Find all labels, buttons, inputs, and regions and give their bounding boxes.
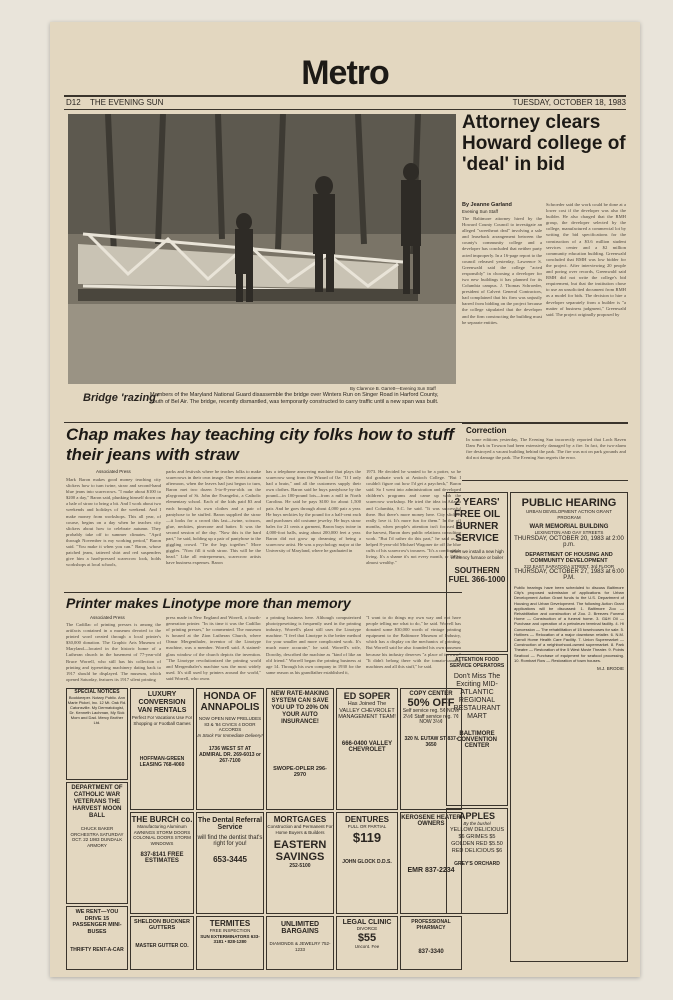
mini-bus-rental-ad: WE RENT—YOU DRIVE 15 PASSENGER MINI-BUSES THRIFTY RENT-A-CAR — [66, 906, 128, 970]
dentures-ad: DENTURES FULL OR PARTIAL $119 JOHN GLOCK D.D.S. — [336, 812, 398, 914]
printer-headline: Printer makes Linotype more than memory — [66, 595, 351, 611]
special-notices-ad: SPECIAL NOTICES Bookkeeper. Notary Public. Ann Marie Pickel, Inc. 12 Mt. Oak Rd. Catonsville. My Dermatologist, Dr. Kenneth Lachman, My Sick Mom and Dad. Mercy Brother Ltd. — [66, 688, 128, 780]
attorney-column-1: The Baltimore attorney hired by the Howard County Council to investigate an alleged "sweetheart deal" involving a sale and leaseback arrangement between the county's community college and a developer has concluded that neither party acted improperly. In a 16-page report to the council released yesterday, Lawrence S. Greenwald said the college "acted responsibly" in choosing a developer for two new buildings it has planned for its Columbia campus. J. Thomas Schroeder, president of Calvert General Contractors, had complained that his firm was unjustly barred from bidding on the project because the college stipulated that the developer and the firm constructing the building must be separate entities. — [462, 216, 542, 325]
kerosene-ad: KEROSENE HEATER OWNERS EMR 837-2234 — [400, 812, 462, 914]
honda-ad: HONDA OF ANNAPOLIS NOW OPEN NEW PRELUDES 83 & '84 CIVICS 4 DOOR ACCORDS In Stock For Immediate Delivery! 1736 WEST ST AT ADMIRAL DR. 269-6013 or 267-7100 — [196, 688, 264, 810]
issue-date: TUESDAY, OCTOBER 18, 1983 — [512, 98, 626, 107]
printer-column-3: a printing business here. Although computerized phototypesetting is frequently used in the printing industry, Worrell's plant still uses the Linotype machine. "I feel that Linotype is the better method for your smaller and more complicated work. It's much more accurate," he said. Worrell's wife, Dorothy, described the machine as "kind of like an old friend." Worrell began the printing business at age 14. Through his own company in 1930 for the same reason as his grandfather established it, — [266, 615, 361, 675]
page-label: D12 — [66, 98, 81, 107]
chap-column-1: Mark Baron makes good money teaching city slickers how to turn twine, straw and second-hand blue jeans into scarecrows. "I make about $100 to $200 a day," Baron said, plunking himself down on a bale of straw to bring a bit. And I work about two weekends and holidays of the weekend. And I make money from workshops. This all year, of course, begins on a day when he teaches city slickers about how to celebrate autumn. They probably take off to summer climates. "April through November is my working period," Baron said. "You make it when you can." Baron, whose patched jeans, tattered shirt and red suspenders give him a hard-pressed scarecrow look, holds workshops at local schools, — [66, 477, 161, 568]
apples-ad: APPLES By the bushel YELLOW DELICIOUS $6 GRIMES $5 GOLDEN RED $5.50 RED DELICIOUS $6 GREY'S ORCHARD — [446, 808, 508, 914]
correction-rule — [462, 422, 628, 424]
chap-headline: Chap makes hay teaching city folks how to stuff their jeans with straw — [66, 425, 454, 464]
photo-caption: Members of the Maryland National Guard disassemble the bridge over Winters Run on Singer Road in Harford County, south of Bel Air. The bridge, recently dismantled, was temporarily constructed to carry traffic until a new span was built. — [150, 392, 439, 405]
masthead-rule — [64, 95, 626, 97]
printer-column-4: "I want to do things my own way and not have people telling me what to do," he said. Worrell has donated some $30,000 worth of vintage printing equipment to the Baltimore Museum of Industry, which has a display on the mechanics of printing. But Worrell said he also founded his own museum because his industry deserves "a place of its own." "It didn't belong there with the tomato-canning machines and all this stuff," he said. — [366, 615, 461, 669]
auto-insurance-ad: NEW RATE-MAKING SYSTEM CAN SAVE YOU UP TO 20% ON YOUR AUTO INSURANCE! SWOPE-OPLER 296-2970 — [266, 688, 334, 810]
chap-column-4: 1973. He decided he wanted to be a potter, so he did graduate work at Antioch College. "But I couldn't figure out how I'd get a paycheck," Baron said. So I went into administration and developed children's programs and came up with the scarecrow workshop. He tried the idea in Atlanta and Columbia, S.C. he said. "It was successful there. But there's more money here. City slickers really love it. It's more fun for them." In the off months, when people's attention isn't focused on the harvest, Baron does public relations consulting work. "But I'd rather do this part," he said as he helped 8-year-old Michael Wagoner tie off the blue cuffs of his scarecrow's trousers. "It's a comfortable living. It's a shame it's not every month, or I'd be almost wealthy." — [366, 469, 461, 566]
paper-name: THE EVENING SUN — [90, 98, 164, 107]
attorney-headline: Attorney clears Howard college of 'deal' in bid — [462, 112, 626, 175]
photo-caption-title: Bridge 'razing' — [83, 392, 159, 404]
public-hearing-ad: PUBLIC HEARING URBAN DEVELOPMENT ACTION GRANT PROGRAM WAR MEMORIAL BUILDING LEXINGTON AND GAY STREETS THURSDAY, OCTOBER 20, 1983 at 2:00 p.m. DEPARTMENT OF HOUSING AND COMMUNITY DEVELOPMENT 222 EAST SARATOGA STREET, 3rd FLOOR THURSDAY, OCTOBER 27, 1983 at 6:00 P.M. Public hearings have been scheduled to discuss Baltimore City's proposed submission of applications for Urban Development Action Grant funds to the U.S. Department of Housing and Urban Development. The following Action Grant applications will be discussed: 1. Baltimore Zoo — Rehabilitation and construction of Zoo. 2. Breezes Funeral Home — Construction of a funeral home. 3. G&H Oil — Purchase and operation of a petroleum terminal facility. 4. Hi Concession — The rehabilitation of 15 townhouses for sale. 5. Hotlines — Relocation of a major downtown retailer. 6. N.M. Carroll Home Health Care Facility. 7. Union Supermarket — Construction of a neighborhood-owned supermarket. 8. Park Theatre — Restoration of the 5 West Movie Theater. 9. Points Seafood — Purchase of equipment for seafood processing. 10. Rombart Row — Restoration of town houses. M.J. BRODIE — [510, 492, 628, 962]
oil-burner-ad: 2 YEARS' FREE OIL BURNER SERVICE when we install a new high efficiency furnace or boiler SOUTHERN FUEL 366-1000 — [446, 492, 508, 652]
unlimited-bargains-ad: UNLIMITED BARGAINS DIAMONDS & JEWELRY 752-1233 — [266, 916, 334, 970]
section-masthead: Metro — [301, 54, 389, 92]
food-service-ad: ATTENTION FOOD SERVICE OPERATORS Don't Miss The Exciting MID-ATLANTIC REGIONAL RESTAURANT MART BALTIMORE CONVENTION CENTER — [446, 654, 508, 806]
printer-column-2: press made in New England and Worrell, a fourth-generation printer. "In its time it was the Cadillac of printing presses," he commented. The museum is housed at the Zion Lutheran Church, where Otmar Mergenthaler, inventor of the Linotype machine, was a member. Worrell said. A stained-glass window of the church depicts the invention. "The Linotype revolutionized the printing world and Mergenthaler's machine was the most widely used. It's still used by printers around the world," said Worrell, who owns — [166, 615, 261, 681]
attorney-column-2: Schroeder said the work could be done at a lower cost if the developer was also the builder. He also charged that the RMH group, the developer selected by the college, manufactured a commercial lot by writing the bid specifications for the construction of a $3.6 million student services center and a $2 million community education building. Greenwald concluded that RMH was low bidder for the project. After interviewing 20 people and poring over records, Greenwald said RMH did not write the college's bid requirement, but that the institution chose to use an unsolicited document from RMH as a model for bids. The decision to hire a developer separately from a builder is "a matter of business judgment," Greenwald said. The project originally proposed by — [546, 202, 626, 317]
gutters-ad: SHELDON BUCKNER GUTTERS MASTER GUTTER CO. — [130, 916, 194, 970]
luxury-van-ad: LUXURY CONVERSION VAN RENTALS Perfect For Vacations Use For Shopping or Football Games HOFFMAN-GREEN LEASING 768-4060 — [130, 688, 194, 810]
attorney-byline: By Jeanne Garland — [462, 202, 512, 208]
ed-soper-ad: ED SOPER Has Joined The VALLEY CHEVROLET MANAGEMENT TEAM! 666-0400 VALLEY CHEVROLET — [336, 688, 398, 810]
bridge-photo — [68, 114, 456, 384]
chap-column-3: has a telephone answering machine that plays the scarecrow song from the Wizard of Oz: "If I only had a brain," and all the customers supply their own clothes. Baron said he buys pantyhose by the pound—in 100-pound lots—from a mill in North Carolina. He said he pays $100 for about 1,500 pair. And he goes through about 4,000 pair a year. He buys neckties by the pound for a half-cent each and purchases old costume jewelry. He buys straw bales for 21 cents a garment, Baron buys twine in 4,000-foot balls, using about 200,000 feet a year. Baron did not grow up dreaming of being a scarecrow artist. He was a psychology major at the University of Maryland, where he graduated in — [266, 469, 361, 554]
catholic-veterans-ad: DEPARTMENT OF CATHOLIC WAR VETERANS THE HARVEST MOON BALL CHUCK BAKER ORCHESTRA SATURDAY OCT. 22 1983 DUNDALK ARMORY — [66, 782, 128, 904]
mortgages-ad: MORTGAGES Construction and Permanent For Home Buyers & Builders EASTERN SAVINGS 252-5100 — [266, 812, 334, 914]
legal-clinic-ad: LEGAL CLINIC DIVORCE $55 Uncont. Fee — [336, 916, 398, 970]
chap-byline: Associated Press — [96, 469, 131, 474]
pharmacy-ad: PROFESSIONAL PHARMACY 837-3340 — [400, 916, 462, 970]
burch-ad: THE BURCH co. Manufacturing Aluminum AWNINGS STORM DOORS COLONIAL DOORS STORM WINDOWS 837-8141 FREE ESTIMATES — [130, 812, 194, 914]
printer-byline: Associated Press — [90, 615, 125, 620]
correction-text: In some editions yesterday, The Evening Sun incorrectly reported that Loch Raven Dam Park in Towson had been extensively damaged by a fire. In fact, the two-alarm fire destroyed a vacant building behind the park. The fire was not on park grounds and did not damage the park. The Evening Sun regrets the error. — [466, 437, 626, 461]
printer-column-1: The Cadillac of printing presses is among the artifacts contained in a museum devoted to the printed word created through a local printer's $30,000 donation. The Graphic Arts Museum of Maryland—located in the historic home of a Lutheran church in the basement of 77-year-old Bruce Worrell, who still has his collection of printing and typesetting machinery dating back to 1917 should be displayed. The museum, which opened Saturday, features its 1917 silent printing — [66, 622, 161, 682]
correction-title: Correction — [466, 426, 507, 435]
chap-column-2: parks and festivals where he teaches folks to make scarecrows in their own image. One recent autumn afternoon, when the leaves had just begun to turn, Baron met two dozen 5-to-8-year-olds on the playground of St. John the Evangelist, a Catholic elementary school. Each of the kids paid $3 and each brought his own clothes and a pair of pantyhose to be stuffed. Baron supplied the straw—it looks for a crowd this last—twine, scissors, glue, neckties, pinecone and batter. It was the second session of the day. "Now this is the hard part," he said, holding up a pair of pantyhose to the giggling crowd. "Tie the legs together." More giggles. "Now fill it with straw. This will be the head." Like all entrepreneurs, scarecrow artists have business expenses. Baron — [166, 469, 261, 566]
attorney-byline-sub: Evening Sun Staff — [462, 209, 498, 214]
copy-center-ad: COPY CENTER 50% OFF Self service reg. 5¢ NOW 2½¢ Staff service reg. 7¢ NOW 3½¢ 320 N. EUTAW ST 837-3650 — [400, 688, 462, 810]
chap-top-rule — [64, 422, 464, 423]
dental-referral-ad: The Dental Referral Service will find the dentist that's right for you! 653-3445 — [196, 812, 264, 914]
termites-ad: TERMITES FREE INSPECTION SUN EXTERMINATORS 633-3181 • 828-1280 — [196, 916, 264, 970]
folio-rule — [64, 109, 626, 110]
photo-credit: By Clarence B. Garrett—Evening Sun Staff — [350, 386, 436, 391]
newspaper-page — [50, 22, 640, 977]
